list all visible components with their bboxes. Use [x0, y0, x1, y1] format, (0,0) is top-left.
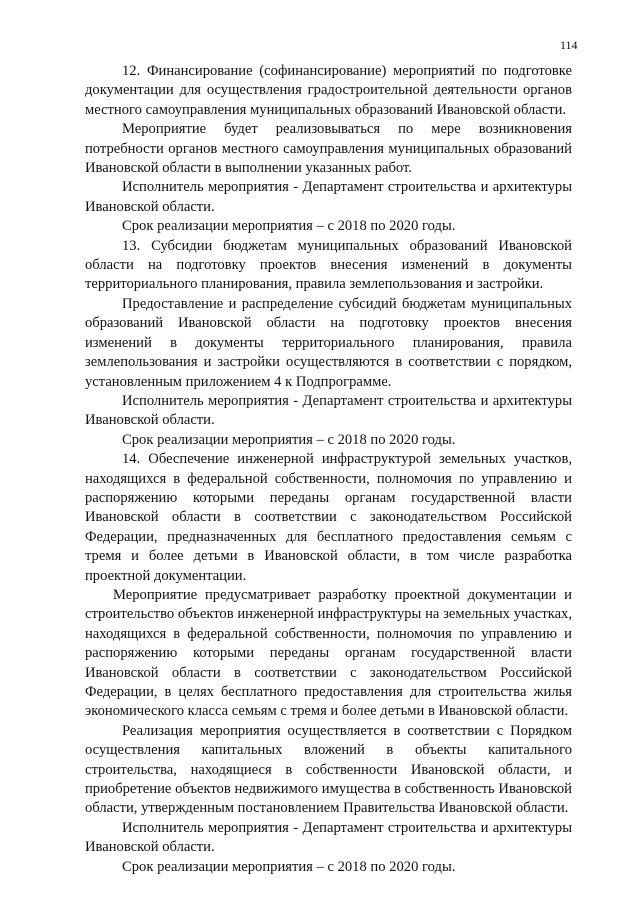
paragraph-item-12-executor: Исполнитель мероприятия - Департамент строительства и архитектуры Ивановской области. [85, 179, 572, 215]
paragraph-item-14-term: Срок реализации мероприятия – с 2018 по 2020 годы. [122, 858, 456, 875]
paragraph-item-14-procedure: Реализация мероприятия осуществляется в соответствии с Порядком осуществления капитальных вложений в объекты капитального строительства, находящиеся в собственности Ивановской области, и приобретение объектов недвижимого имущества в собственность Ивановской области, утвержденным постановлением Правительства Ивановской области. [85, 722, 572, 817]
paragraph-item-12-description: Мероприятие будет реализовываться по мере возникновения потребности органов местного самоуправления муниципальных образований Ивановской области в выполнении указанных работ. [85, 121, 572, 177]
paragraph-item-13-description: Предоставление и распределение субсидий бюджетам муниципальных образований Ивановской области на подготовку проектов внесения изменений в документы территориального планирования, правила землепользования и застройки осуществляются в соответствии с порядком, установленным приложением 4 к Подпрограмме. [85, 295, 572, 390]
paragraph-item-12-term: Срок реализации мероприятия – с 2018 по 2020 годы. [122, 218, 456, 235]
paragraph-item-12-title: 12. Финансирование (софинансирование) мероприятий по подготовке документации для осуществления градостроительной деятельности органов местного самоуправления муниципальных образований Ивановской области. [85, 63, 572, 118]
page-number: 114 [560, 38, 578, 52]
paragraph-item-13-executor: Исполнитель мероприятия - Департамент строительства и архитектуры Ивановской области. [85, 392, 572, 429]
paragraph-item-13-term: Срок реализации мероприятия – с 2018 по 2020 годы. [122, 431, 456, 448]
paragraph-item-13-title: 13. Субсидии бюджетам муниципальных образований Ивановской области на подготовку проектов внесения изменений в документы территориального планирования, правила землепользования и застройки. [85, 237, 572, 293]
paragraph-item-14-description: Мероприятие предусматривает разработку проектной документации и строительство объектов инженерной инфраструктуры на земельных участках, находящихся в федеральной собственности, полномочия по управлению и распоряжению которыми переданы органам государственной власти Ивановской области в соответствии с законодательством Российской Федерации, в целях бесплатного предоставления для строительства жилья экономического класса семьям с тремя и более детьми в Ивановской области. [85, 586, 572, 720]
document-body [85, 62, 572, 877]
paragraph-item-14-title: 14. Обеспечение инженерной инфраструктурой земельных участков, находящихся в федеральной собственности, полномочия по управлению и распоряжению которыми переданы органам государственной власти Ивановской области в соответствии с законодательством Российской Федерации, предназначенных для бесплатного предоставления семьям с тремя и более детьми в Ивановской области, в том числе разработка проектной документации. [85, 451, 572, 584]
paragraph-item-14-executor: Исполнитель мероприятия - Департамент строительства и архитектуры Ивановской области. [85, 819, 572, 856]
